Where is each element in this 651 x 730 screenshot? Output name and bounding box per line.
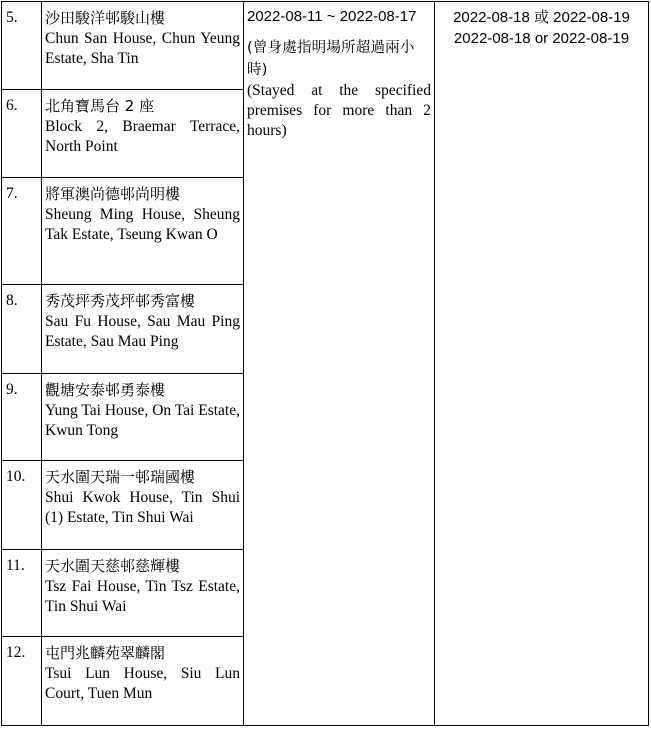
test-dates-zh: 2022-08-18 或 2022-08-19 — [453, 9, 630, 26]
row-number: 7. — [2, 178, 42, 285]
building-name-en: Shui Kwok House, Tin Shui (1) Estate, Tin Shui Wai — [45, 489, 240, 526]
building-name-zh: 天水圍天慈邨慈輝樓 — [45, 557, 181, 575]
row-number: 10. — [2, 461, 42, 550]
building-name-zh: 天水圍天瑞一邨瑞國樓 — [45, 468, 196, 486]
row-number: 11. — [2, 550, 42, 637]
building-cell — [42, 2, 244, 90]
building-cell — [42, 90, 244, 178]
test-dates-cell — [435, 2, 649, 726]
building-name-en: Tsui Lun House, Siu Lun Court, Tuen Mun — [45, 665, 240, 702]
row-number: 9. — [2, 374, 42, 461]
specified-premises-table — [1, 1, 649, 726]
building-name-zh: 北角寶馬台 2 座 — [45, 97, 155, 115]
building-name-en: Tsz Fai House, Tin Tsz Estate, Tin Shui Wai — [45, 578, 240, 615]
visit-date-range: 2022-08-11 ~ 2022-08-17 — [247, 8, 417, 25]
building-name-en: Yung Tai House, On Tai Estate, Kwun Tong — [45, 402, 240, 439]
visit-condition-en: (Stayed at the specified premises for more than 2 hours) — [247, 82, 431, 139]
row-number: 12. — [2, 637, 42, 726]
building-name-en: Chun San House, Chun Yeung Estate, Sha Tin — [45, 30, 240, 67]
building-name-en: Sau Fu House, Sau Mau Ping Estate, Sau Mau Ping — [45, 313, 240, 350]
building-cell — [42, 285, 244, 374]
building-cell — [42, 637, 244, 726]
visit-period-cell — [244, 2, 435, 726]
table-row — [2, 2, 649, 90]
building-name-zh: 沙田駿洋邨駿山樓 — [45, 9, 166, 27]
building-cell — [42, 374, 244, 461]
visit-condition-zh: (曾身處指明場所超過兩小時) — [247, 40, 415, 78]
row-number: 5. — [2, 2, 42, 90]
building-cell — [42, 178, 244, 285]
building-cell — [42, 461, 244, 550]
row-number: 8. — [2, 285, 42, 374]
building-name-zh: 觀塘安泰邨勇泰樓 — [45, 381, 166, 399]
building-name-zh: 將軍澳尚德邨尚明樓 — [45, 185, 181, 203]
row-number: 6. — [2, 90, 42, 178]
building-name-zh: 秀茂坪秀茂坪邨秀富樓 — [45, 292, 196, 310]
test-dates-en: 2022-08-18 or 2022-08-19 — [453, 30, 630, 47]
building-name-zh: 屯門兆麟苑翠麟閣 — [45, 644, 166, 662]
building-cell — [42, 550, 244, 637]
building-name-en: Block 2, Braemar Terrace, North Point — [45, 118, 240, 155]
building-name-en: Sheung Ming House, Sheung Tak Estate, Tseung Kwan O — [45, 206, 240, 243]
